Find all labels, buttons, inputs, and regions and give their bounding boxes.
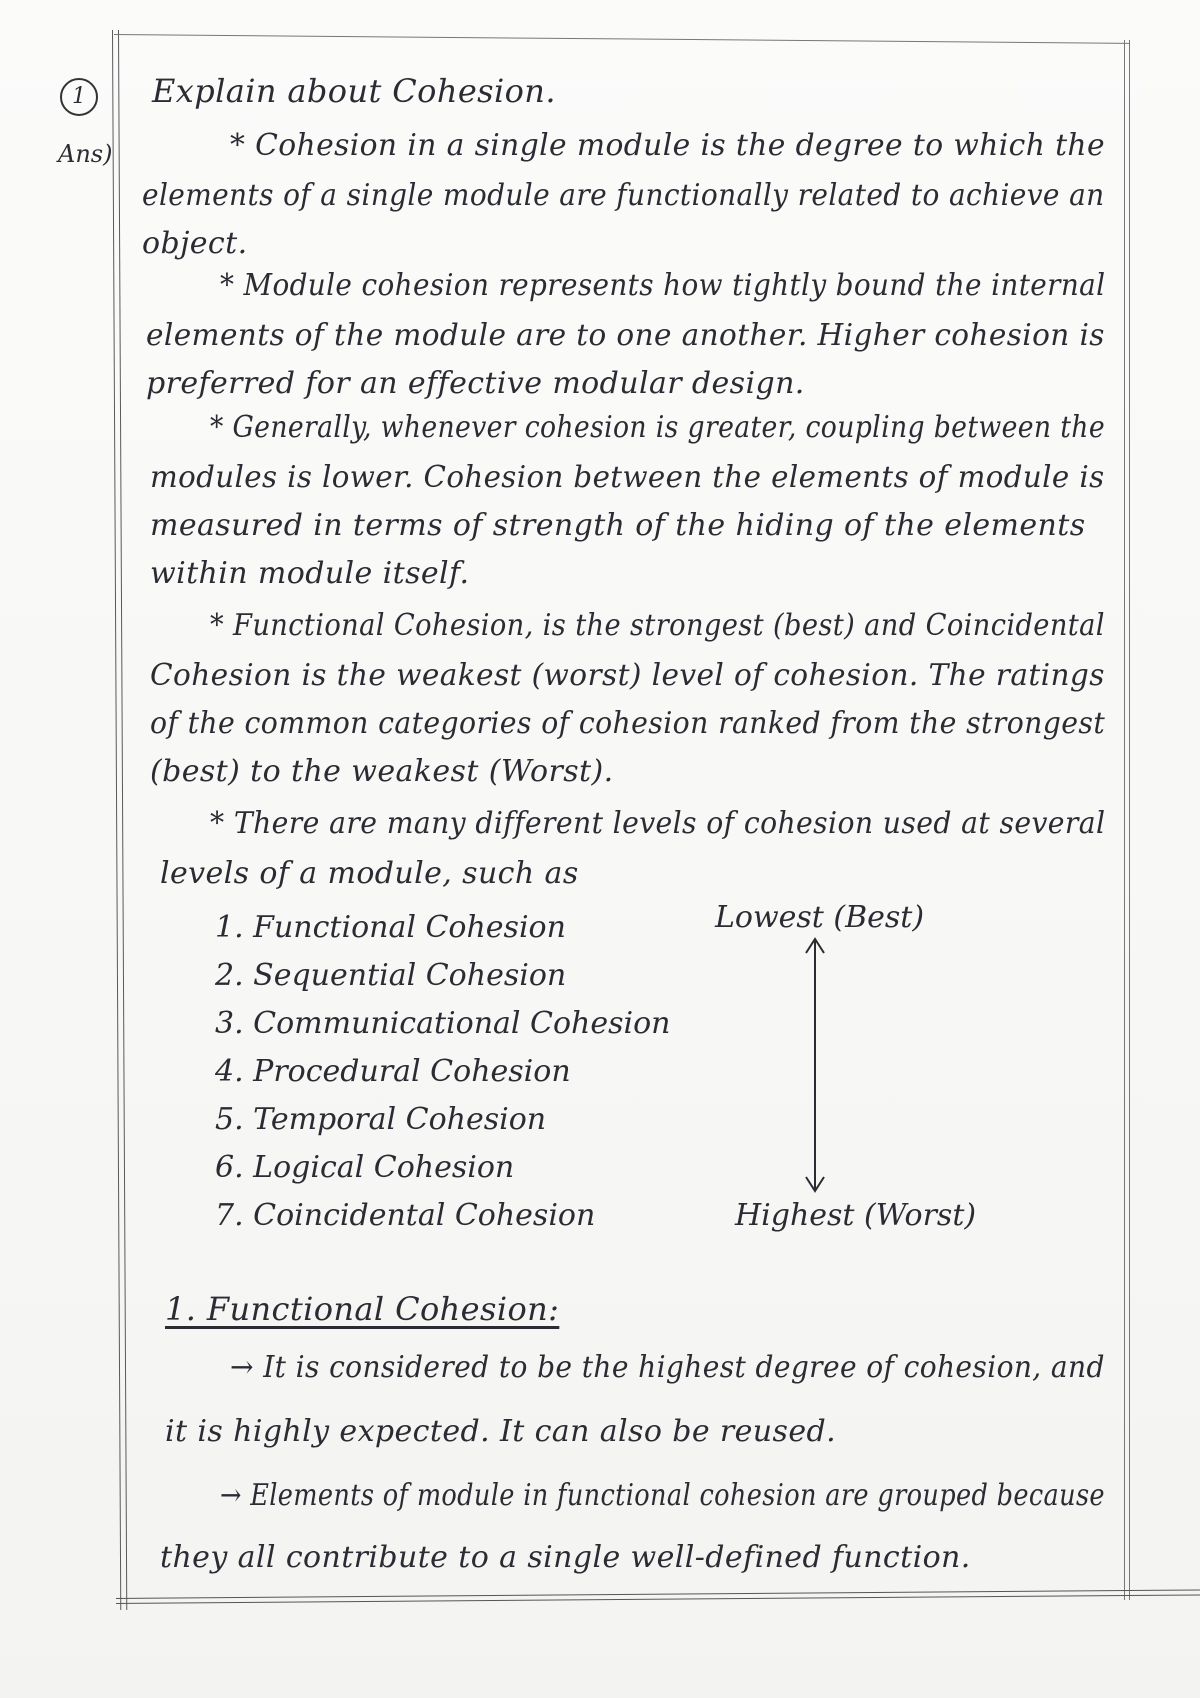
scale-top-label: Lowest (Best): [715, 900, 925, 935]
level-item: 4. Procedural Cohesion: [215, 1054, 571, 1089]
section-line3: → Elements of module in functional cohesion are grouped because: [220, 1478, 1105, 1513]
para4-line4: (best) to the weakest (Worst).: [150, 754, 614, 789]
right-rule: [1124, 40, 1130, 1600]
para5-line2: levels of a module, such as: [160, 856, 579, 891]
para2-line3: preferred for an effective modular design.: [146, 366, 805, 401]
para1-line3: object.: [142, 226, 248, 261]
margin-rule: [112, 30, 127, 1610]
para1-line2: elements of a single module are functionally related to achieve an: [142, 178, 1105, 213]
answer-label: Ans): [58, 140, 113, 168]
para3-line1: * Generally, whenever cohesion is greater, coupling between the: [210, 410, 1105, 445]
level-item: 1. Functional Cohesion: [215, 910, 566, 945]
level-item: 2. Sequential Cohesion: [215, 958, 567, 993]
section-line2: it is highly expected. It can also be reused.: [165, 1414, 837, 1449]
section-line4: they all contribute to a single well-defined function.: [160, 1540, 971, 1575]
scale-bottom-label: Highest (Worst): [735, 1198, 977, 1233]
bottom-rule: [116, 1589, 1200, 1604]
para3-line2: modules is lower. Cohesion between the elements of module is: [150, 460, 1105, 495]
question-number: 1: [60, 78, 98, 116]
section-heading: 1. Functional Cohesion:: [165, 1290, 560, 1328]
level-item: 6. Logical Cohesion: [215, 1150, 515, 1185]
para2-line2: elements of the module are to one another. Higher cohesion is: [146, 318, 1105, 353]
top-rule: [114, 34, 1129, 44]
level-item: 5. Temporal Cohesion: [215, 1102, 547, 1137]
para3-line4: within module itself.: [150, 556, 470, 591]
para4-line2: Cohesion is the weakest (worst) level of cohesion. The ratings: [150, 658, 1105, 693]
level-item: 7. Coincidental Cohesion: [215, 1198, 596, 1233]
para4-line1: * Functional Cohesion, is the strongest (best) and Coincidental: [210, 608, 1105, 643]
para3-line3: measured in terms of strength of the hiding of the elements: [150, 508, 1086, 543]
para2-line1: * Module cohesion represents how tightly bound the internal: [220, 268, 1106, 303]
double-arrow-icon: [800, 935, 830, 1195]
question-title: Explain about Cohesion.: [152, 72, 556, 110]
para1-line1: * Cohesion in a single module is the degree to which the: [230, 128, 1105, 163]
para5-line1: * There are many different levels of cohesion used at several: [210, 806, 1106, 841]
para4-line3: of the common categories of cohesion ranked from the strongest: [150, 706, 1106, 741]
level-item: 3. Communicational Cohesion: [215, 1006, 671, 1041]
section-line1: → It is considered to be the highest degree of cohesion, and: [230, 1350, 1105, 1385]
